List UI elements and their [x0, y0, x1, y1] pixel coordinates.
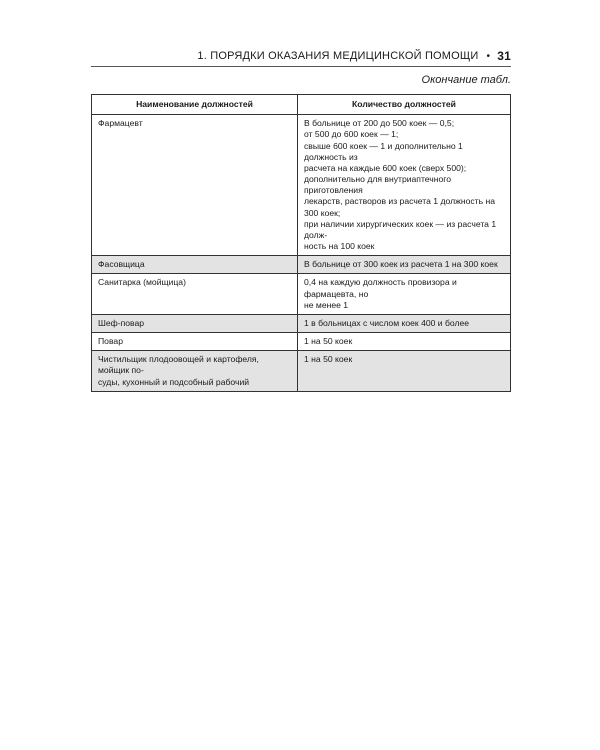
quantity-line: В больнице от 200 до 500 коек — 0,5;	[304, 118, 455, 129]
quantity-line: В больнице от 300 коек из расчета 1 на 300 коек	[304, 259, 498, 270]
position-cell	[92, 351, 298, 392]
staffing-table	[91, 94, 511, 392]
position-cell: Шеф-повар	[92, 314, 298, 332]
position-line: Чистильщик плодоовощей и картофеля, мойщик по-	[98, 354, 259, 376]
quantity-line: 1 на 50 коек	[304, 354, 353, 365]
position-cell: Санитарка (мойщица)	[92, 274, 298, 315]
table-row	[92, 333, 511, 351]
table-row	[92, 274, 511, 315]
quantity-line: ность на 100 коек	[304, 241, 375, 252]
quantity-line: 0,4 на каждую должность провизора и фармацевта, но	[304, 277, 457, 299]
quantity-cell	[298, 333, 511, 351]
quantity-line: дополнительно для внутриаптечного приготовления	[304, 174, 452, 196]
quantity-cell	[298, 115, 511, 256]
quantity-line: свыше 600 коек — 1 и дополнительно 1 должность из	[304, 140, 463, 162]
table-row	[92, 351, 511, 392]
quantity-line: 1 на 50 коек	[304, 336, 353, 347]
page-number: 31	[497, 49, 511, 63]
column-header-position: Наименование должностей	[92, 95, 298, 115]
table-row	[92, 115, 511, 256]
quantity-line: расчета на каждые 600 коек (сверх 500);	[304, 162, 467, 173]
position-line: суды, кухонный и подсобный рабочий	[98, 376, 250, 387]
table-row	[92, 256, 511, 274]
quantity-cell	[298, 314, 511, 332]
table-caption: Окончание табл.	[421, 74, 511, 86]
header-bullet: •	[486, 50, 491, 62]
position-cell: Фармацевт	[92, 115, 298, 256]
table-row	[92, 314, 511, 332]
running-header	[91, 46, 511, 67]
quantity-cell	[298, 274, 511, 315]
quantity-line: при наличии хирургических коек — из расчета 1 долж-	[304, 218, 497, 240]
quantity-line: от 500 до 600 коек — 1;	[304, 129, 399, 140]
quantity-line: не менее 1	[304, 299, 349, 310]
quantity-cell	[298, 351, 511, 392]
quantity-cell	[298, 256, 511, 274]
chapter-title: 1. ПОРЯДКИ ОКАЗАНИЯ МЕДИЦИНСКОЙ ПОМОЩИ	[197, 50, 479, 62]
position-cell: Повар	[92, 333, 298, 351]
quantity-line: лекарств, растворов из расчета 1 должность на	[304, 196, 495, 207]
position-cell: Фасовщица	[92, 256, 298, 274]
quantity-line: 1 в больницах с числом коек 400 и более	[304, 317, 470, 328]
column-header-quantity: Количество должностей	[298, 95, 511, 115]
table-header-row	[92, 95, 511, 115]
quantity-line: 300 коек;	[304, 207, 341, 218]
